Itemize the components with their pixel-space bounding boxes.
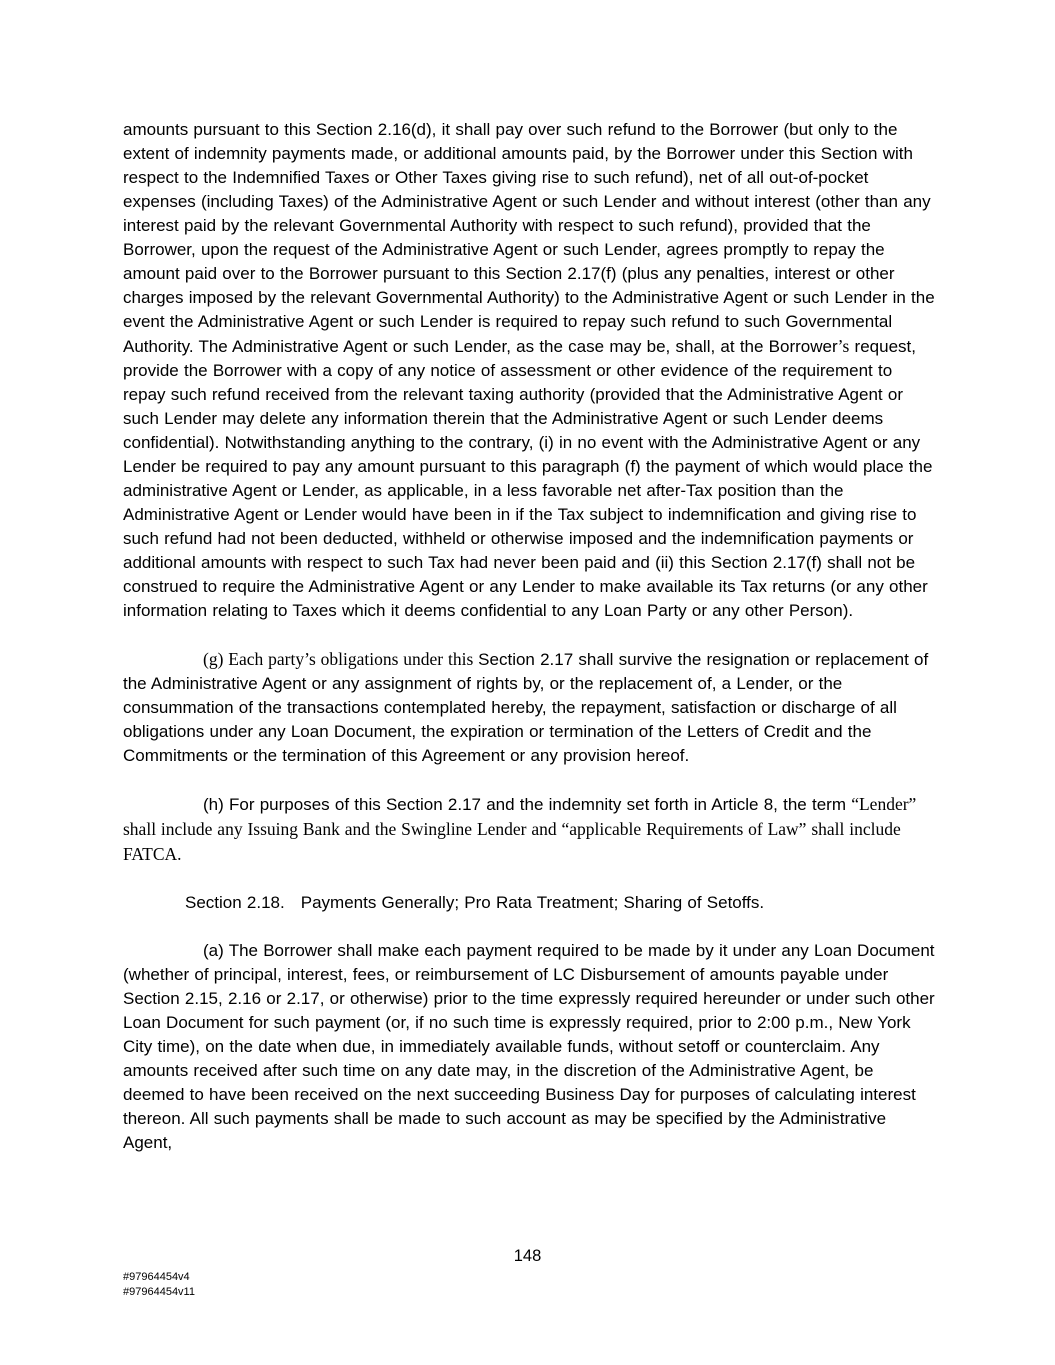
paragraph-a: (a) The Borrower shall make each payment required to be made by it under any Loan Document (whether of principal, interest, fees, or reimbursement of LC Disbursement of amounts payable under Section 2.15, 2.16 or 2.17, or otherwise) prior to the time expressly required hereunder or under such other Loan Document for such payment (or, if no such time is expressly required, prior to 2:00 p.m., New York City time), on the date when due, in immediately available funds, without setoff or counterclaim. Any amounts received after such time on any date may, in the discretion of the Administrative Agent, be deemed to have been received on the next succeeding Business Day for purposes of calculating interest thereon. All such payments shall be made to such account as may be specified by the Administrative Agent, <box>123 941 935 1152</box>
text-run: request, provide the Borrower with a copy of any notice of assessment or other evidence of the requirement to repay such refund received from the relevant taxing authority (provided that the Administrative Agent or such Lender may delete any information therein that the Administrative Agent or such Lender deems confidential). Notwithstanding anything to the contrary, (i) in no event with the Administrative Agent or any Lender be required to pay any amount pursuant to this paragraph (f) the payment of which would place the administrative Agent or Lender, as applicable, in a less favorable net after-Tax position than the Administrative Agent or Lender would have been in if the Tax subject to indemnification and giving rise to such refund had not been deducted, withheld or otherwise imposed and the indemnification payments or additional amounts with respect to such Tax had never been paid and (ii) this Section 2.17(f) shall not be construed to require the Administrative Agent or any Lender to make available its Tax returns (or any other information relating to Taxes which it deems confidential to any Loan Party or any other Person). <box>123 337 933 620</box>
document-id-line: #97964454v11 <box>123 1286 195 1298</box>
text-run: amounts pursuant to this Section 2.16(d), it shall pay over such refund to the Borrower (but only to the extent of indemnity payments made, or additional amounts paid, by the Borrower under this Section with respect to the Indemnified Taxes or Other Taxes giving rise to such refund), net of all out-of-pocket expenses (including Taxes) of the Administrative Agent or such Lender and without interest (other than any interest paid by the relevant Governmental Authority with respect to such refund), provided that the Borrower, upon the request of the Administrative Agent or such Lender, agrees promptly to repay the amount paid over to the Borrower pursuant to this Section 2.17(f) (plus any penalties, interest or other charges imposed by the relevant Governmental Authority) to the Administrative Agent or such Lender in the event the Administrative Agent or such Lender is required to repay such refund to such Governmental Authority. The Administrative Agent or such Lender, as the case may be, shall, at the Borrower <box>123 120 935 356</box>
section-heading <box>123 891 935 915</box>
paragraph-g <box>123 647 935 768</box>
text-run: Section 2.17 shall survive the resignation or replacement of the Administrative Agent or any assignment of rights by, or the replacement of, a Lender, or the consummation of the transactions contemplated hereby, the repayment, satisfaction or discharge of all obligations under any Loan Document, the expiration or termination of the Letters of Credit and the Commitments or the termination of this Agreement or any provision hereof. <box>123 650 929 765</box>
page-number: 148 <box>513 1247 542 1265</box>
section-title: Payments Generally; Pro Rata Treatment; Sharing of Setoffs. <box>300 893 765 912</box>
paragraph-f-continuation <box>123 118 935 623</box>
page-body <box>123 118 935 1179</box>
document-id-block <box>123 1270 195 1300</box>
text-run: (h) For purposes of this Section 2.17 and the indemnity set forth in Article 8, the term <box>203 795 852 814</box>
text-run-serif: “Lender” shall include any Issuing Bank and the Swingline Lender and “applicable Requirements of Law” shall include FATCA. <box>123 794 917 864</box>
text-run-serif: ’s <box>837 336 850 356</box>
section-number: Section 2.18. <box>185 893 285 912</box>
text-run-serif: (g) Each party’s obligations under this <box>203 649 479 669</box>
paragraph-h <box>123 792 935 867</box>
document-id-line: #97964454v4 <box>123 1271 190 1283</box>
